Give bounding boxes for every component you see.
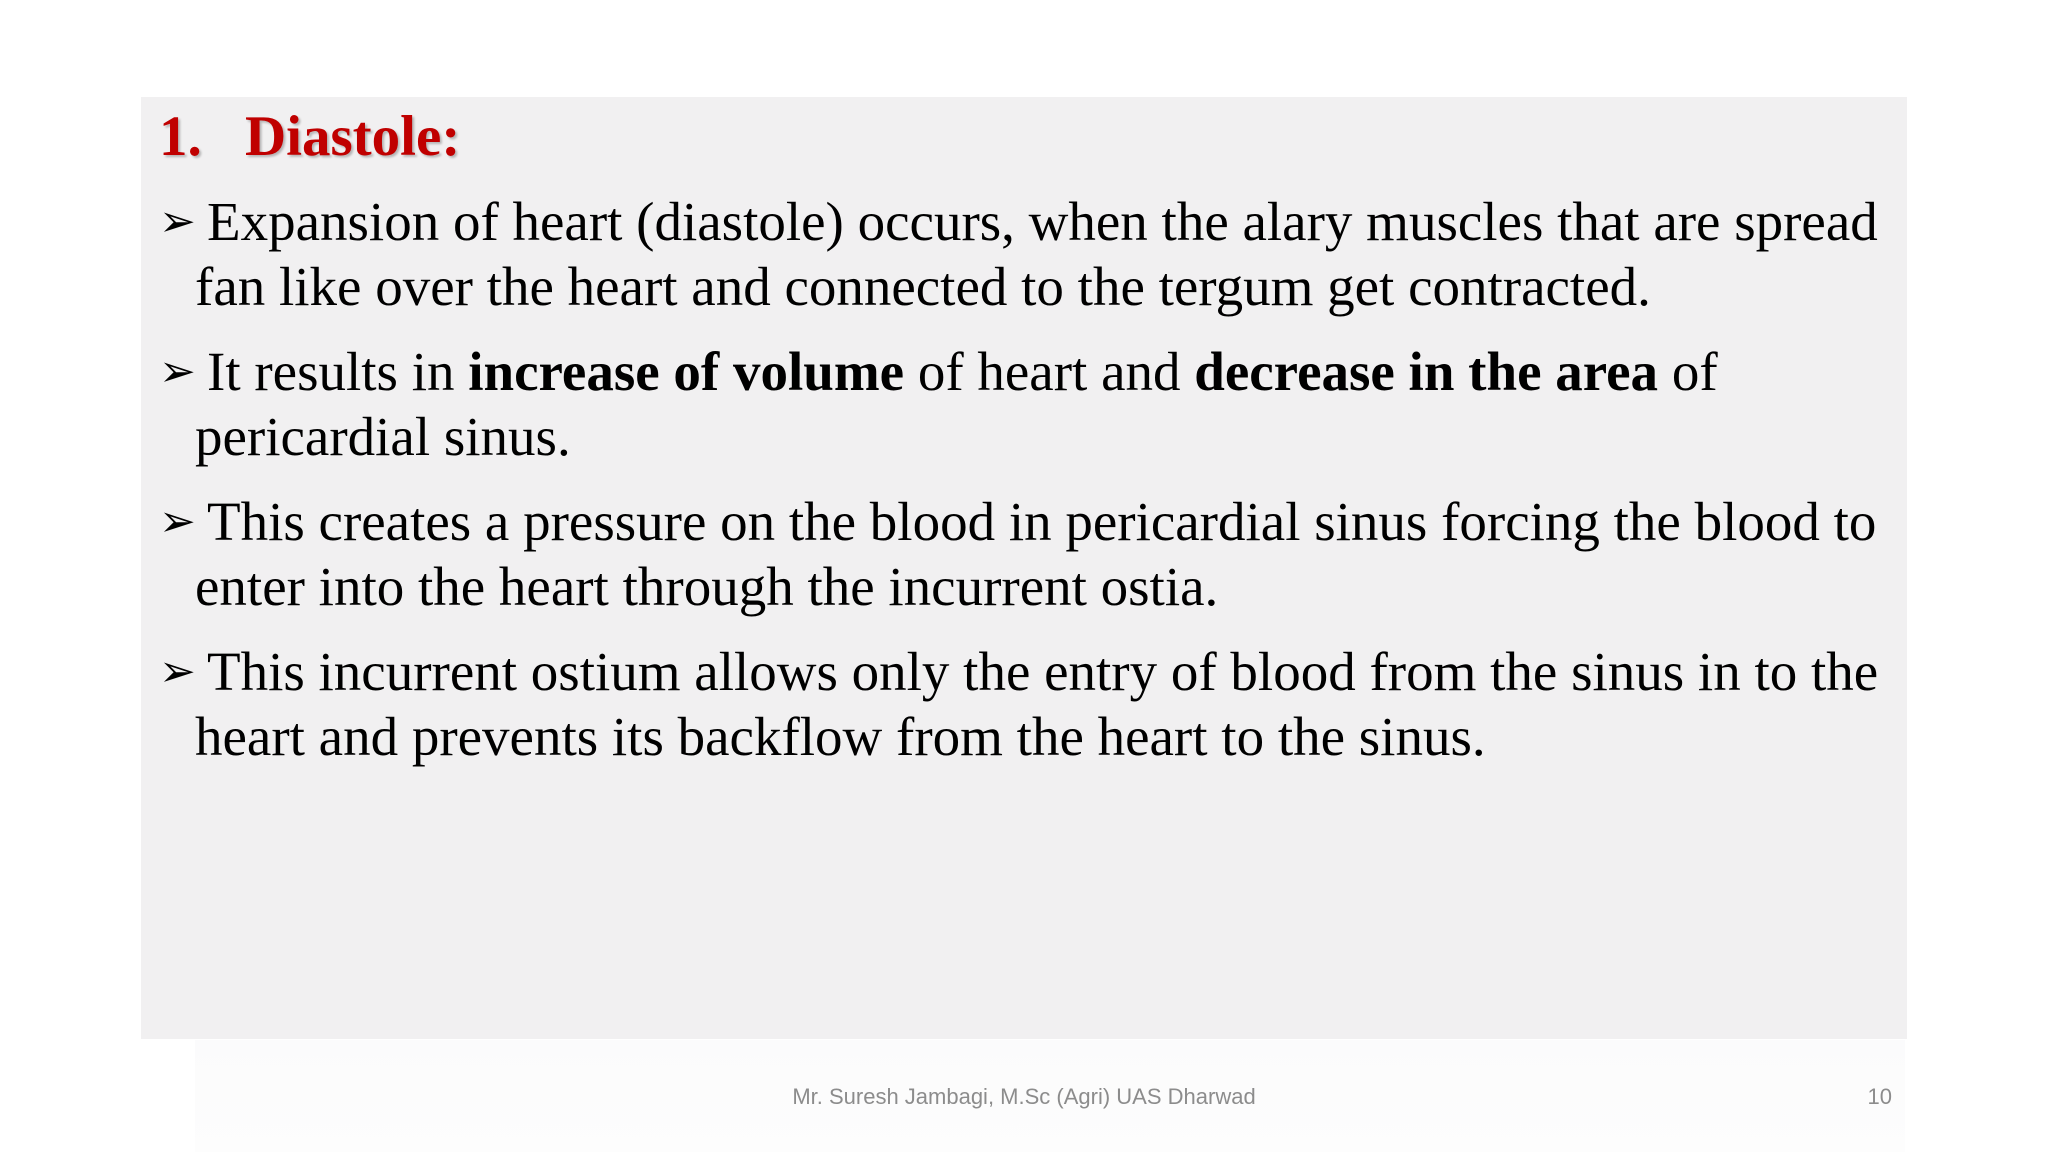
bullet-item: [159, 339, 1899, 469]
bullet-text-emphasis: decrease in the area: [1194, 341, 1659, 402]
bullet-text-part: of pericardial sinus.: [195, 341, 1718, 467]
bullet-text-part: It results in: [207, 341, 469, 402]
heading-title: Diastole: [245, 105, 442, 168]
slide-heading: [159, 103, 460, 171]
bullet-text-part: This creates a pressure on the blood in pericardial sinus forcing the blood to enter into the heart through the incurrent ostia.: [195, 491, 1877, 617]
slide-footer: Mr. Suresh Jambagi, M.Sc (Agri) UAS Dharwad: [792, 1084, 1256, 1109]
bullet-item: [159, 189, 1899, 319]
bullet-text: [195, 339, 1899, 469]
content-box: [141, 97, 1907, 1039]
arrow-bullet-icon: ➢: [159, 346, 196, 397]
arrow-bullet-icon: ➢: [159, 196, 196, 247]
heading-number: 1.: [159, 105, 202, 168]
arrow-bullet-icon: ➢: [159, 646, 196, 697]
bullet-text: [195, 489, 1899, 619]
bullet-text: [195, 189, 1899, 319]
page-number: 10: [1867, 1084, 1892, 1109]
bullet-text-part: of heart and: [904, 341, 1195, 402]
bullet-text-part: Expansion of heart (diastole) occurs, when the alary muscles that are spread fan like over the heart and connected to the tergum get contracted.: [195, 191, 1878, 317]
bullet-text-emphasis: increase of volume: [468, 341, 905, 402]
bullet-list: [159, 189, 1899, 789]
arrow-bullet-icon: ➢: [159, 496, 196, 547]
bullet-item: [159, 489, 1899, 619]
heading-colon: :: [441, 105, 461, 168]
bullet-text: [195, 639, 1899, 769]
bullet-text-part: This incurrent ostium allows only the entry of blood from the sinus in to the heart and prevents its backflow from the heart to the sinus.: [195, 641, 1879, 767]
bullet-item: [159, 639, 1899, 769]
